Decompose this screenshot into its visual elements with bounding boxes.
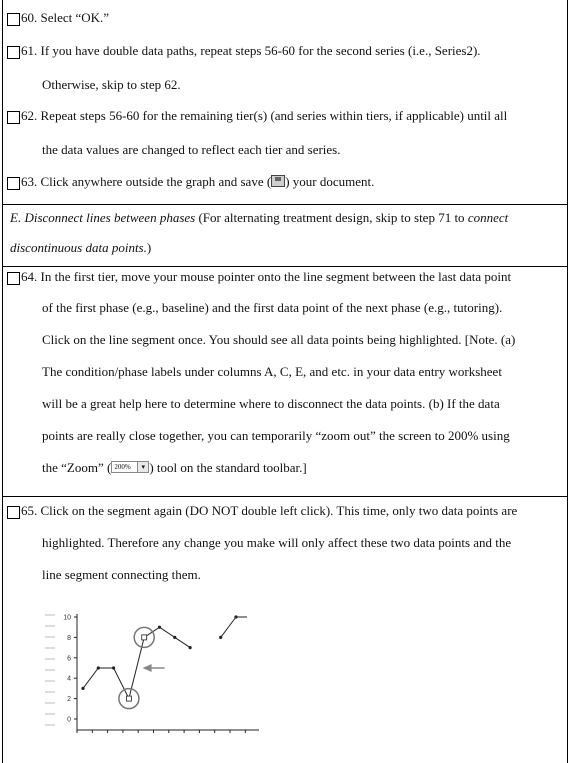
checkbox-icon[interactable] <box>7 506 20 519</box>
step-64 <box>3 266 567 496</box>
y-tick-label: 8 <box>67 634 71 642</box>
series-line <box>221 617 236 637</box>
step-63-text-after: ) your document. <box>285 174 375 189</box>
document-page <box>2 0 568 763</box>
step-62 <box>3 99 567 166</box>
step-63-text-before: 63. Click anywhere outside the graph and save ( <box>21 174 272 189</box>
step-64-line-5: will be a great help here to determine where to disconnect the data points. (b) If the data <box>42 396 500 411</box>
step-65-line-2: highlighted. Therefore any change you make will only affect these two data points and the <box>42 535 512 550</box>
example-line-chart <box>37 602 269 737</box>
data-point <box>173 636 176 639</box>
step-63 <box>3 166 567 204</box>
step-64-line-7 <box>42 460 307 476</box>
step-63-text <box>21 174 374 190</box>
arrow-icon <box>143 664 152 672</box>
section-e-note: (For alternating treatment design, skip to step 71 to <box>195 210 468 225</box>
step-62-line-1: 62. Repeat steps 56-60 for the remaining tier(s) (and series within tiers, if applicable) until all <box>21 108 508 123</box>
step-60-text: 60. Select “OK.” <box>21 10 110 25</box>
step-61-line-2: Otherwise, skip to step 62. <box>42 77 181 92</box>
y-tick-label: 2 <box>67 696 71 704</box>
checkbox-icon[interactable] <box>7 272 20 285</box>
data-point <box>81 687 84 690</box>
data-point <box>219 636 222 639</box>
section-e-line-2-close: ) <box>146 240 152 255</box>
section-e-title: E. Disconnect lines between phases <box>10 210 196 225</box>
section-e-line-1 <box>10 210 508 226</box>
step-64-line-1: 64. In the first tier, move your mouse pointer onto the line segment between the last data point <box>21 269 512 284</box>
checkbox-icon[interactable] <box>7 177 20 190</box>
step-61 <box>3 33 567 99</box>
step-64-line-7-before: the “Zoom” ( <box>42 460 112 475</box>
selected-point-marker <box>142 635 147 640</box>
step-62-line-2: the data values are changed to reflect each tier and series. <box>42 142 341 157</box>
checkbox-icon[interactable] <box>7 111 20 124</box>
section-e-header <box>3 204 567 266</box>
data-point <box>112 666 115 669</box>
chevron-down-icon: ▾ <box>137 462 148 472</box>
data-point <box>158 626 161 629</box>
y-tick-label: 6 <box>67 655 71 663</box>
data-point <box>189 646 192 649</box>
step-60 <box>3 0 567 33</box>
data-point <box>97 666 100 669</box>
selected-point-marker <box>126 696 131 701</box>
step-61-line-1: 61. If you have double data paths, repeat steps 56-60 for the second series (i.e., Series2). <box>21 43 481 58</box>
y-tick-label: 4 <box>67 675 71 683</box>
step-64-line-3: Click on the line segment once. You should see all data points being highlighted. [Note. (a) <box>42 332 516 347</box>
zoom-value: 200% <box>114 463 131 471</box>
checkbox-icon[interactable] <box>7 13 20 26</box>
step-64-line-4: The condition/phase labels under columns A, C, E, and etc. in your data entry worksheet <box>42 364 502 379</box>
zoom-dropdown-icon <box>111 461 149 473</box>
step-64-line-7-after: ) tool on the standard toolbar.] <box>149 460 307 475</box>
save-disk-icon <box>271 175 285 187</box>
y-tick-label: 10 <box>63 614 71 622</box>
step-64-line-6: points are really close together, you can temporarily “zoom out” the screen to 200% using <box>42 428 510 443</box>
step-64-line-2: of the first phase (e.g., baseline) and the first data point of the next phase (e.g., tutoring). <box>42 300 503 315</box>
section-e-connect: connect <box>467 210 509 225</box>
section-e-line-2 <box>10 240 151 256</box>
series-line <box>83 668 129 699</box>
section-e-line-2-italic: discontinuous data points. <box>10 240 147 255</box>
step-65-line-3: line segment connecting them. <box>42 567 201 582</box>
step-65-line-1: 65. Click on the segment again (DO NOT double left click). This time, only two data points are <box>21 503 518 518</box>
checkbox-icon[interactable] <box>7 46 20 59</box>
y-tick-label: 0 <box>67 716 71 724</box>
